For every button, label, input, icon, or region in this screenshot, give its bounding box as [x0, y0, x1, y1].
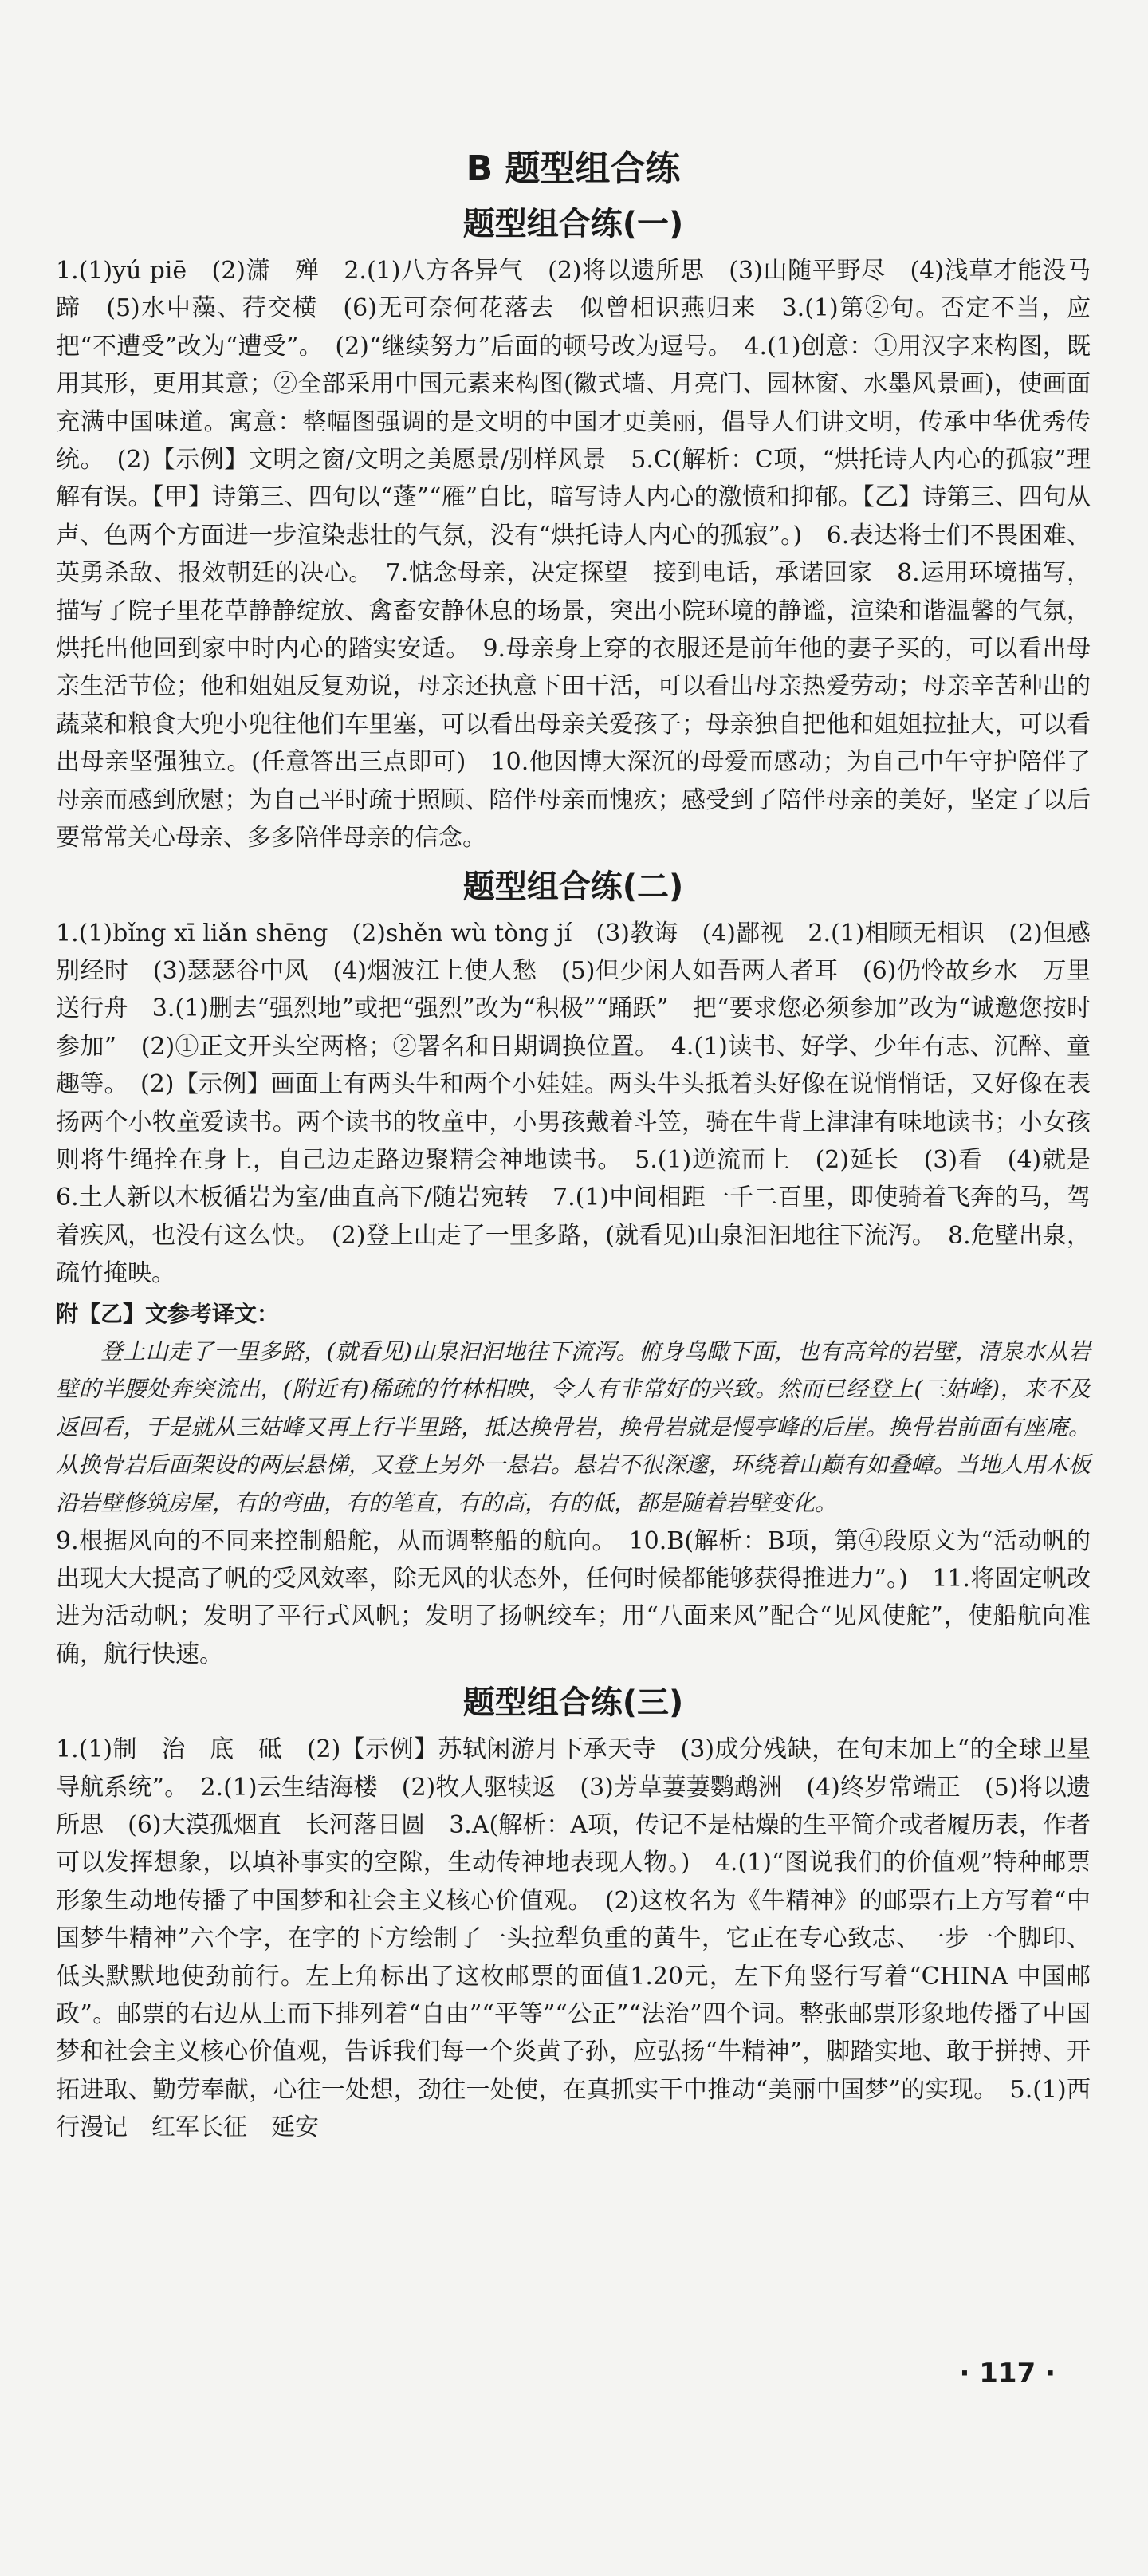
- section-1-answers: 1.(1)yú piē (2)潇 殚 2.(1)八方各异气 (2)将以遗所思 (3)山随平野尽 (4)浅草才能没马蹄 (5)水中藻、荇交横 (6)无可奈何花落去 似曾相识燕归来 3.(1)第②句。否定不当，应把“不遭受”改为“遭受”。 (2)“继续努力”后面的顿号改为逗号。 4.(1)创意：①用汉字来构图，既用其形，更用其意；②全部采用中国元素来构图(徽式墙、月亮门、园林窗、水墨风景画)，使画面充满中国味道。寓意：整幅图强调的是文明的中国才更美丽，倡导人们讲文明，传承中华优秀传统。 (2)【示例】文明之窗/文明之美愿景/别样风景 5.C(解析：C项，“烘托诗人内心的孤寂”理解有误。【甲】诗第三、四句以“蓬”“雁”自比，暗写诗人内心的激愤和抑郁。【乙】诗第三、四句从声、色两个方面进一步渲染悲壮的气氛，没有“烘托诗人内心的孤寂”。) 6.表达将士们不畏困难、英勇杀敌、报效朝廷的决心。 7.惦念母亲，决定探望 接到电话，承诺回家 8.运用环境描写，描写了院子里花草静静绽放、禽畜安静休息的场景，突出小院环境的静谧，渲染和谐温馨的气氛，烘托出他回到家中时内心的踏实安适。 9.母亲身上穿的衣服还是前年他的妻子买的，可以看出母亲生活节俭；他和姐姐反复劝说，母亲还执意下田干活，可以看出母亲热爱劳动；母亲辛苦种出的蔬菜和粮食大兜小兜往他们车里塞，可以看出母亲关爱孩子；母亲独自把他和姐姐拉扯大，可以看出母亲坚强独立。(任意答出三点即可) 10.他因博大深沉的母爱而感动；为自己中午守护陪伴了母亲而感到欣慰；为自己平时疏于照顾、陪伴母亲而愧疚；感受到了陪伴母亲的美好，坚定了以后要常常关心母亲、多多陪伴母亲的信念。: [56, 257, 1091, 853]
- main-title: B 题型组合练: [466, 148, 681, 189]
- section-title-3: 题型组合练(三): [462, 1684, 684, 1722]
- section-2-answers: 1.(1)bǐng xī liǎn shēng (2)shěn wù tòng jí (3)教诲 (4)鄙视 2.(1)相顾无相识 (2)但感别经时 (3)瑟瑟谷中风 (4)烟波江上使人愁 (5)但少闲人如吾两人者耳 (6)仍怜故乡水 万里送行舟 3.(1)删去“强烈地”或把“强烈”改为“积极”“踊跃” 把“要求您必须参加”改为“诚邀您按时参加” (2)①正文开头空两格；②署名和日期调换位置。 4.(1)读书、好学、少年有志、沉醉、童趣等。 (2)【示例】画面上有两头牛和两个小娃娃。两头牛头抵着头好像在说悄悄话，又好像在表扬两个小牧童爱读书。两个读书的牧童中，小男孩戴着斗笠，骑在牛背上津津有味地读书；小女孩则将牛绳拴在身上，自己边走路边聚精会神地读书。 5.(1)逆流而上 (2)延长 (3)看 (4)就是 6.土人新以木板循岩为室/曲直高下/随岩宛转 7.(1)中间相距一千二百里，即使骑着飞奔的马，驾着疾风，也没有这么快。 (2)登上山走了一里多路，(就看见)山泉汩汩地往下流泻。 8.危壁出泉，疏竹掩映。: [56, 919, 1115, 1288]
- appendix-translation: 登上山走了一里多路，(就看见)山泉汩汩地往下流泻。俯身鸟瞰下面，也有高耸的岩壁，清泉水从岩壁的半腰处奔突流出，(附近有)稀疏的竹林相映，令人有非常好的兴致。然而已经登上(三姑峰)，来不及返回看，于是就从三姑峰又再上行半里路，抵达换骨岩，换骨岩就是慢亭峰的后崖。换骨岩前面有座庵。从换骨岩后面架设的两层悬梯，又登上另外一悬岩。悬岩不很深邃，环绕着山巅有如叠嶂。当地人用木板沿岩壁修筑房屋，有的弯曲，有的笔直，有的高，有的低，都是随着岩壁变化。: [56, 1337, 1091, 1516]
- section-title-2: 题型组合练(二): [462, 868, 684, 905]
- appendix-title: 附【乙】文参考译文：: [56, 1300, 280, 1327]
- section-3-answers: 1.(1)制 治 底 砥 (2)【示例】苏轼闲游月下承天寺 (3)成分残缺，在句末加上“的全球卫星导航系统”。 2.(1)云生结海楼 (2)牧人驱犊返 (3)芳草萋萋鹦鹉洲 (4)终岁常端正 (5)将以遗所思 (6)大漠孤烟直 长河落日圆 3.A(解析：A项，传记不是枯燥的生平简介或者履历表，作者可以发挥想象，以填补事实的空隙，生动传神地表现人物。) 4.(1)“图说我们的价值观”特种邮票形象生动地传播了中国梦和社会主义核心价值观。 (2)这枚名为《牛精神》的邮票右上方写着“中国梦牛精神”六个字，在字的下方绘制了一头拉犁负重的黄牛，它正在专心致志、一步一个脚印、低头默默地使劲前行。左上角标出了这枚邮票的面值1.20元，左下角竖行写着“CHINA 中国邮政”。邮票的右边从上而下排列着“自由”“平等”“公正”“法治”四个词。整张邮票形象地传播了中国梦和社会主义核心价值观，告诉我们每一个炎黄子孙，应弘扬“牛精神”，脚踏实地、敢于拼搏、开拓进取、勤劳奉献，心往一处想，劲往一处使，在真抓实干中推动“美丽中国梦”的实现。 5.(1)西行漫记 红军长征 延安: [56, 1735, 1091, 2142]
- page-number: · 117 ·: [959, 2357, 1056, 2389]
- section-title-1: 题型组合练(一): [462, 206, 684, 242]
- section-2-answers-continued: 9.根据风向的不同来控制船舵，从而调整船的航向。 10.B(解析：B项，第④段原文为“活动帆的出现大大提高了帆的受风效率，除无风的状态外，任何时候都能够获得推进力”。) 11.将固定帆改进为活动帆；发明了平行式风帆；发明了扬帆绞车；用“八面来风”配合“见风使舵”，使船航向准确，航行快速。: [56, 1526, 1091, 1668]
